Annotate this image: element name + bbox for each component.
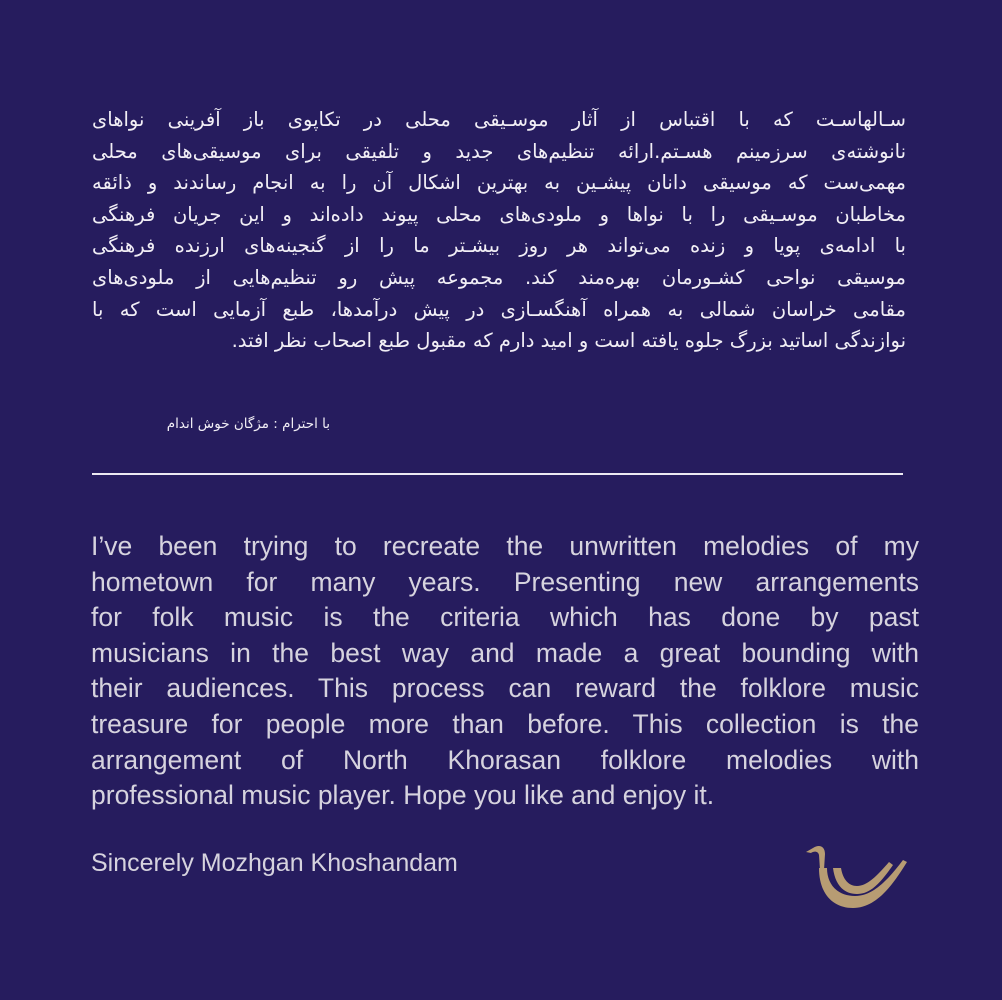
persian-line: مقامی خراسان شمالی به همراه آهنگسـازی در پیش درآمدها، طبع آزمایی است که با [92,297,906,321]
persian-line: نانوشته‌ی سرزمینم هسـتم.ارائه تنظیم‌های جدید و تلفیقی برای موسیقی‌های محلی [92,139,906,163]
english-line: arrangement of North Khorasan folklore melodies with [91,744,919,775]
english-line: hometown for many years. Presenting new arrangements [91,566,919,597]
persian-line: موسیقی نواحی کشـورمان بهره‌مند کند. مجموعه پیش رو تنظیم‌هایی از ملودی‌های [92,265,906,289]
persian-line: مهمی‌ست که موسیقی دانان پیشـین به بهترین اشکال آن را به انجام رساندند و ذائقه [92,171,906,195]
english-line: I’ve been trying to recreate the unwritten melodies of my [91,531,919,561]
english-line: for folk music is the criteria which has done by past [91,602,919,633]
english-line: professional music player. Hope you like and enjoy it. [91,780,715,811]
section-divider [92,473,903,475]
persian-line: سـالهاسـت که با اقتباس از آثار موسـیقی محلی در تکاپوی باز آفرینی نواهای [92,108,906,131]
english-line: musicians in the best way and made a great bounding with [91,637,919,668]
english-paragraph [91,529,919,814]
persian-line: با ادامه‌ی پویا و زنده می‌تواند هر روز بیشـتر ما را از گنجینه‌های ارزنده فرهنگی [92,234,906,258]
persian-line: مخاطبان موسـیقی را با نواها و ملودی‌های محلی پیوند داده‌اند و این جریان فرهنگی [92,202,906,226]
persian-paragraph [92,104,906,357]
persian-signature: با احترام : مژگان خوش اندام [166,416,330,432]
english-signature: Sincerely Mozhgan Khoshandam [91,849,458,877]
bird-logo-icon [805,840,907,912]
persian-line: نوازندگی اساتید بزرگ جلوه یافته است و امید دارم که مقبول طبع اصحاب نظر افتد. [231,329,906,353]
english-line: treasure for people more than before. This collection is the [91,708,919,739]
english-line: their audiences. This process can reward the folklore music [91,673,919,704]
